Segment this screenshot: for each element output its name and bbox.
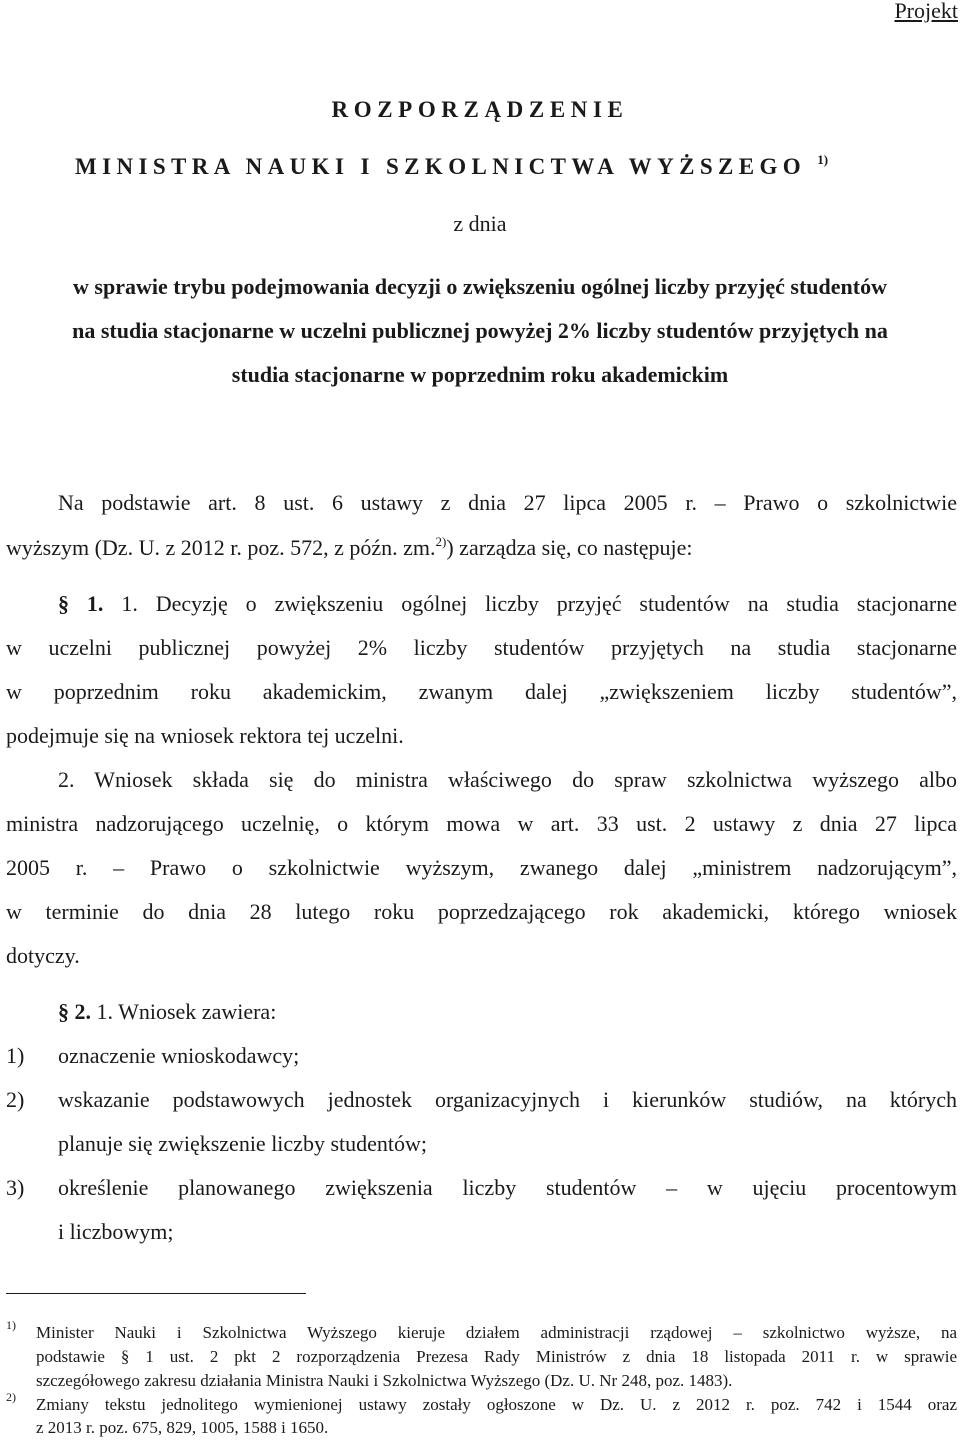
list-item-number: 3) [6,1175,25,1200]
list-item-text: i liczbowym; [58,1219,174,1244]
paragraph-1-sec2-line: ministra nadzorującego uczelnię, o którym mowa w art. 33 ust. 2 ustawy z dnia 27 lipca [6,811,957,836]
paragraph-1-sec2-line: 2. Wniosek składa się do ministra właściwego do spraw szkolnictwa wyższego albo [58,767,957,792]
footnote-ref-2: 2) [435,534,447,549]
footnote-text: Minister Nauki i Szkolnictwa Wyższego kieruje działem administracji rządowej – szkolnictwo wyższe, na [36,1323,957,1342]
date-line: z dnia [453,211,507,236]
list-item-text: planuje się zwiększenie liczby studentów; [58,1131,427,1156]
list-item-text: oznaczenie wnioskodawcy; [58,1043,300,1068]
list-item-number: 1) [6,1043,25,1068]
paragraph-1-line [58,591,957,617]
preamble-line [6,534,957,561]
preamble-text: ) zarządza się, co następuje: [446,535,693,560]
paragraph-1-sec2-line: 2005 r. – Prawo o szkolnictwie wyższym, zwanego dalej „ministrem nadzorującym”, [6,855,957,880]
footnote-ref-1: 1) [817,152,829,167]
footnote-text: podstawie § 1 ust. 2 pkt 2 rozporządzenia Prezesa Rady Ministrów z dnia 18 listopada 2011 r. w sprawie [36,1347,957,1366]
footnote-number: 1) [6,1318,16,1332]
paragraph-2-heading: § 2. [58,999,91,1024]
subject-line: na studia stacjonarne w uczelni publicznej powyżej 2% liczby studentów przyjętych na [72,318,888,343]
paragraph-1-text: 1. Decyzję o zwiększeniu ogólnej liczby przyjęć studentów na studia stacjonarne [121,591,958,616]
paragraph-1-heading: § 1. [58,591,104,616]
footnote-text: szczegółowego zakresu działania Ministra Nauki i Szkolnictwa Wyższego (Dz. U. Nr 248, poz. 1483). [36,1371,733,1390]
paragraph-1-line: podejmuje się na wniosek rektora tej uczelni. [6,723,404,748]
list-item-number: 2) [6,1087,25,1112]
footnote-number: 2) [6,1390,16,1404]
paragraph-1-sec2-line: w terminie do dnia 28 lutego roku poprzedzającego rok akademicki, którego wniosek [6,899,957,924]
preamble-line: Na podstawie art. 8 ust. 6 ustawy z dnia 27 lipca 2005 r. – Prawo o szkolnictwie [58,490,957,515]
subject-title [0,265,960,397]
footnote-separator [6,1293,306,1294]
issuer-title-text: MINISTRA NAUKI I SZKOLNICTWA WYŻSZEGO [75,154,807,179]
list-item-text: wskazanie podstawowych jednostek organizacyjnych i kierunków studiów, na których [58,1087,957,1112]
footnote-text: Zmiany tekstu jednolitego wymienionej ustawy zostały ogłoszone w Dz. U. z 2012 r. poz. 742 i 1544 oraz [36,1395,957,1414]
projekt-label: Projekt [894,0,958,23]
list-item-text: określenie planowanego zwiększenia liczby studentów – w ujęciu procentowym [58,1175,957,1200]
paragraph-1-line: w poprzednim roku akademickim, zwanym dalej „zwiększeniem liczby studentów”, [6,679,957,704]
paragraph-1-sec2-line: dotyczy. [6,943,80,968]
paragraph-1-line: w uczelni publicznej powyżej 2% liczby studentów przyjętych na studia stacjonarne [6,635,957,660]
document-type-title: ROZPORZĄDZENIE [331,97,629,122]
issuer-title [75,152,828,180]
subject-line: w sprawie trybu podejmowania decyzji o zwiększeniu ogólnej liczby przyjęć studentów [73,274,887,299]
preamble-text: wyższym (Dz. U. z 2012 r. poz. 572, z późn. zm. [6,535,436,560]
paragraph-2-intro: 1. Wniosek zawiera: [96,999,277,1024]
paragraph-2-line [58,999,957,1025]
footnote-text: z 2013 r. poz. 675, 829, 1005, 1588 i 1650. [36,1418,329,1437]
subject-line: studia stacjonarne w poprzednim roku akademickim [231,362,729,387]
